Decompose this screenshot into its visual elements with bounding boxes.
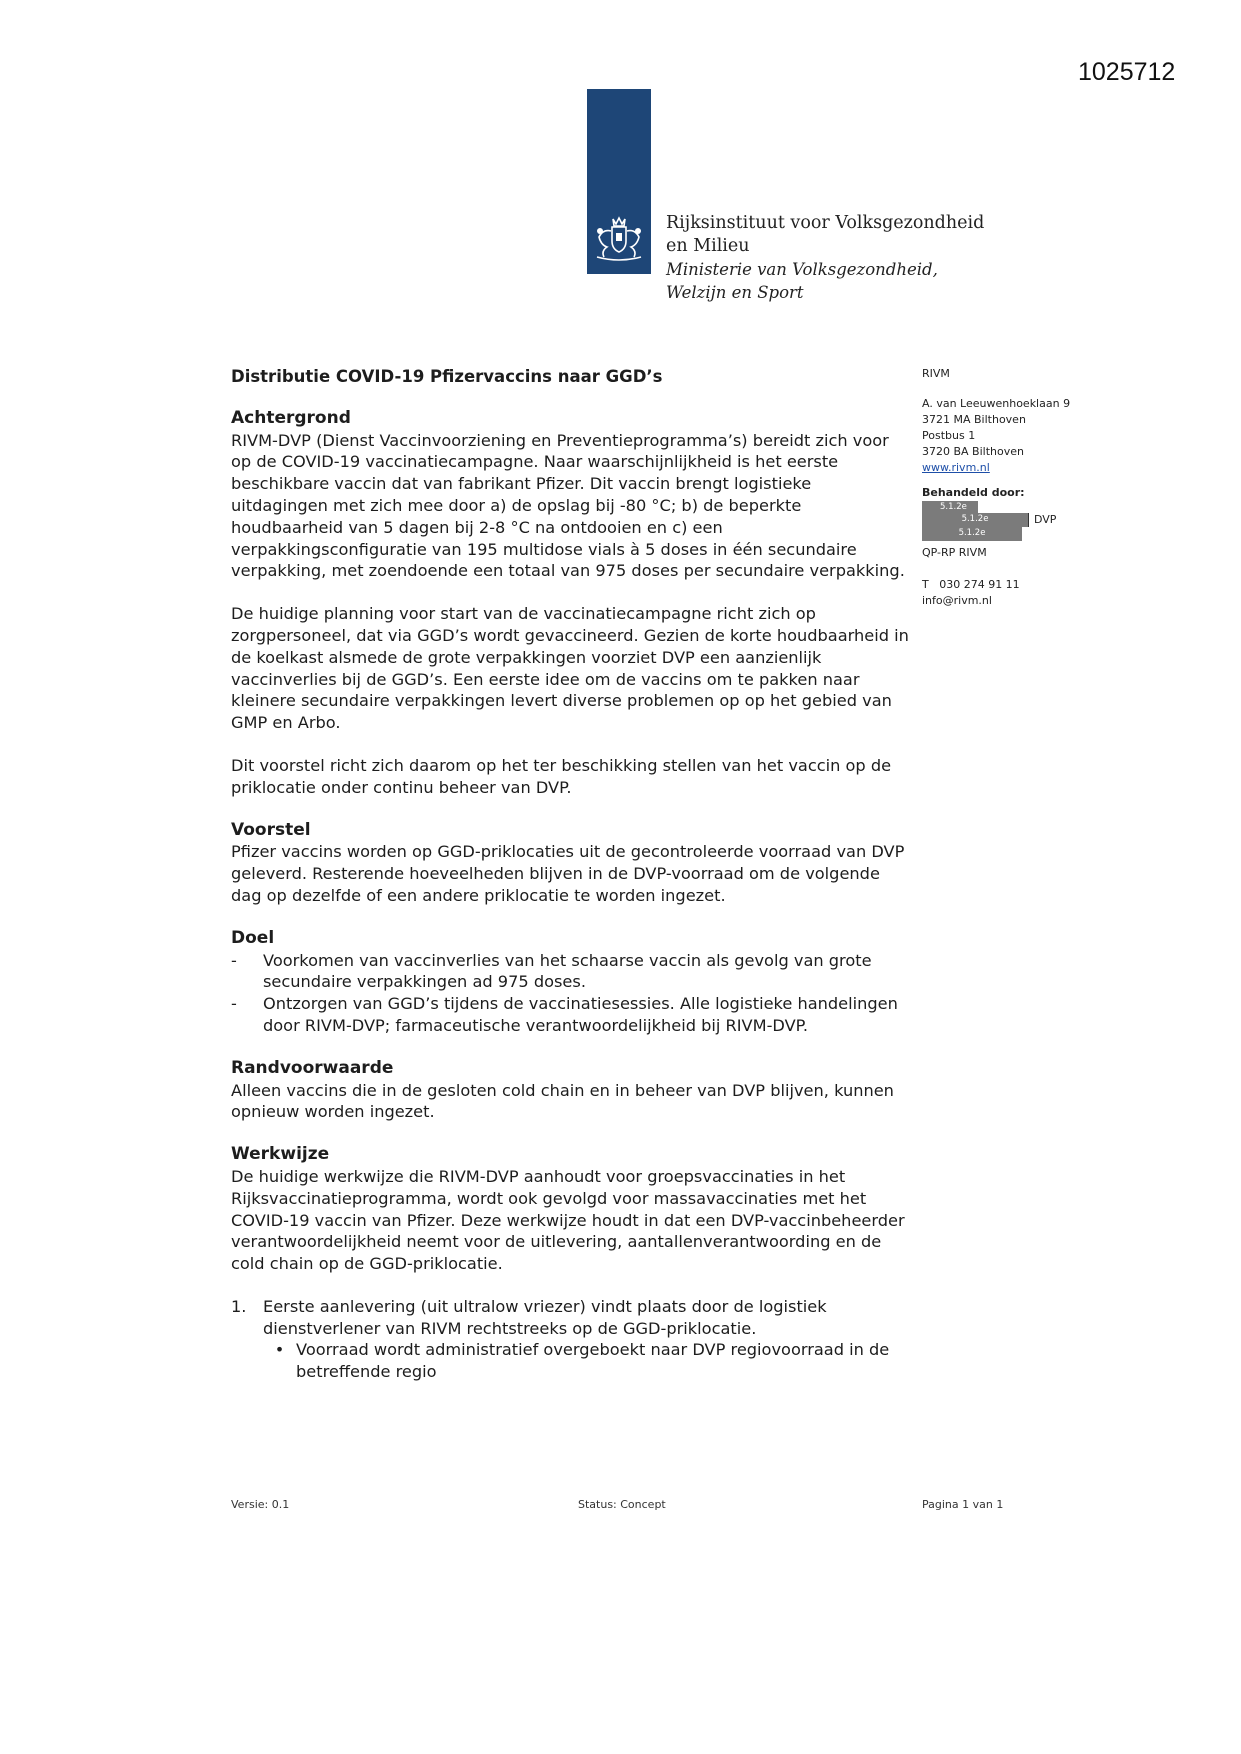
step-text: Eerste aanlevering (uit ultralow vriezer) vindt plaats door de logistiek dienstverlener van RIVM rechtstreeks op de GGD-priklocatie. [263, 1296, 827, 1338]
logo-bar [587, 89, 651, 274]
bullet-text: Voorraad wordt administratief overgeboekt naar DVP regiovoorraad in de betreffende regio [296, 1340, 890, 1382]
ministry-line-2: Welzijn en Sport [666, 283, 804, 302]
heading-doel: Doel [231, 927, 275, 948]
paragraph: Dit voorstel richt zich daarom op het ter beschikking stellen van het vaccin op de priklocatie onder continu beheer van DVP. [231, 755, 892, 797]
document-body [231, 366, 911, 1383]
paragraph: De huidige werkwijze die RIVM-DVP aanhoudt voor groepsvaccinaties in het Rijksvaccinatieprogramma, wordt ook gevolgd voor massavaccinaties met het COVID-19 vaccin van Pfizer. Deze werkwijze houdt in dat een DVP-vaccinbeheerder verantwoordelijkheid neemt voor de uitlevering, aantallenverantwoording en de cold chain op de GGD-priklocatie. [231, 1166, 905, 1274]
org-line-1: Rijksinstituut voor Volksgezondheid [666, 213, 985, 233]
heading-achtergrond: Achtergrond [231, 407, 351, 428]
heading-werkwijze: Werkwijze [231, 1144, 330, 1165]
numbered-step [231, 1296, 911, 1340]
redaction-block: 5.1.2e [922, 527, 1022, 541]
list-item [231, 993, 911, 1037]
rijkswapen-crest-icon [591, 209, 647, 261]
paragraph: De huidige planning voor start van de vaccinatiecampagne richt zich op zorgpersoneel, dat via GGD’s wordt gevaccineerd. Gezien de korte houdbaarheid in de koelkast alsmede de grote verpakkingen voorziet DVP een aanzienlijk vaccinverlies bij de GGD’s. Een eerste idee om de vaccins om te pakken naar kleinere secundaire verpakkingen levert diverse problemen op op het gebied van GMP en Arbo. [231, 604, 909, 733]
paragraph: Pfizer vaccins worden op GGD-priklocaties uit de gecontroleerde voorraad van DVP geleverd. Resterende hoeveelheden blijven in de DVP-voorraad om de volgende dag op dezelfde of een andere priklocatie te worden ingezet. [231, 842, 905, 905]
sidebar-contact [922, 366, 1070, 609]
list-item-text: Voorkomen van vaccinverlies van het schaarse vaccin als gevolg van grote secundaire verpakkingen ad 975 doses. [263, 950, 872, 992]
redaction-edge [1028, 513, 1029, 527]
document-title: Distributie COVID-19 Pfizervaccins naar GGD’s [231, 367, 663, 386]
redaction-block: 5.1.2e [922, 501, 978, 513]
organization-name [666, 212, 984, 304]
document-number: 1025712 [1078, 58, 1176, 86]
paragraph: RIVM-DVP (Dienst Vaccinvoorziening en Preventieprogramma’s) bereidt zich voor op de COVID-19 vaccinatiecampagne. Naar waarschijnlijkheid is het eerste beschikbare vaccin dat van fabrikant Pfizer. Dit vaccin brengt logistieke uitdagingen met zich mee door a) de opslag bij -80 °C; b) de beperkte houdbaarheid van 5 dagen bij 2-8 °C na ontdooien en c) een verpakkingsconfiguratie van 195 multidose vials à 5 doses in één secundaire verpakking, met zoendoende een totaal van 975 doses per secundaire verpakking. [231, 430, 905, 581]
list-item-text: Ontzorgen van GGD’s tijdens de vaccinatiesessies. Alle logistieke handelingen door RIVM-DVP; farmaceutische verantwoordelijkheid bij RIVM-DVP. [263, 994, 898, 1035]
org-line-2: en Milieu [666, 236, 750, 256]
dash-marker: - [231, 950, 237, 970]
address-line: A. van Leeuwenhoeklaan 9 [922, 397, 1071, 410]
heading-voorstel: Voorstel [231, 819, 311, 840]
email-address: info@rivm.nl [922, 594, 992, 607]
paragraph: Alleen vaccins die in de gesloten cold chain en in beheer van DVP blijven, kunnen opnieuw worden ingezet. [231, 1080, 894, 1122]
handled-by-label: Behandeld door: [922, 486, 1025, 499]
bullet-item [263, 1339, 911, 1383]
department-label: DVP [1034, 513, 1057, 526]
footer-version: Versie: 0.1 [231, 1498, 290, 1511]
dash-marker: - [231, 994, 237, 1014]
website-link[interactable]: www.rivm.nl [922, 461, 990, 474]
address-line: Postbus 1 [922, 429, 976, 442]
ministry-line-1: Ministerie van Volksgezondheid, [666, 260, 938, 279]
address-line: 3721 MA Bilthoven [922, 413, 1026, 426]
phone-number: T 030 274 91 11 [922, 578, 1020, 591]
footer-status: Status: Concept [578, 1498, 666, 1511]
footer-page: Pagina 1 van 1 [922, 1498, 1004, 1511]
bullet-icon: • [274, 1340, 285, 1360]
redaction-block: 5.1.2e [922, 513, 1028, 527]
role-label: QP-RP RIVM [922, 546, 987, 559]
sidebar-org: RIVM [922, 367, 950, 380]
address-line: 3720 BA Bilthoven [922, 445, 1024, 458]
list-item [231, 950, 911, 994]
step-number: 1. [231, 1296, 247, 1316]
heading-randvoorwaarde: Randvoorwaarde [231, 1057, 394, 1078]
